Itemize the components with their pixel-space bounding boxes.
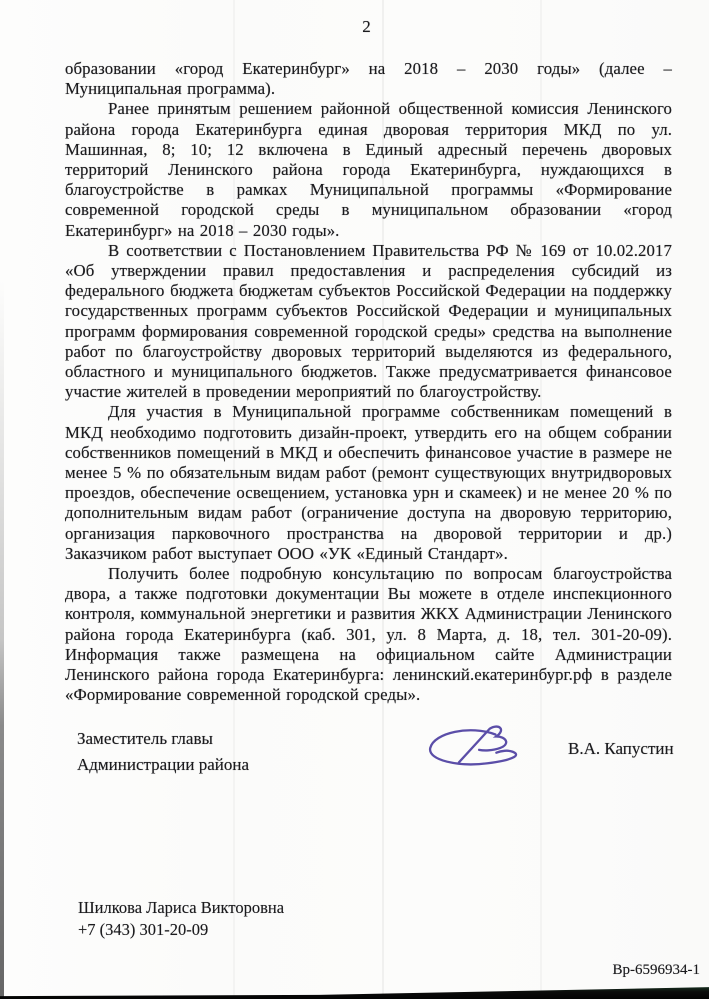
paragraph: Получить более подробную консультацию по вопросам благоустройства двора, а также подготовки документации Вы можете в отделе инспекционного контроля, коммунальной энергетики и развития ЖКХ Администрации Ленинского района города Екатеринбурга (каб. 301, ул. 8 Марта, д. 18, тел. 301-20-09). Информация также размещена на официальном сайте Администрации Ленинского района города Екатеринбурга: ленинский.екатеринбург.рф в разделе «Формирование современной городской среды». (65, 564, 672, 705)
contact-phone: +7 (343) 301-20-09 (78, 920, 209, 939)
signer-name: В.А. Капустин (568, 739, 674, 758)
registration-number: Вр-6596934-1 (612, 962, 700, 978)
contact-name: Шилкова Лариса Викторовна (78, 898, 285, 917)
letter-body (65, 59, 672, 706)
contact-block (78, 897, 284, 941)
scan-edge-bottom (0, 983, 709, 999)
paragraph: Для участия в Муниципальной программе собственникам помещений в МКД необходимо подготовить дизайн-проект, утвердить его на общем собрании собственников помещений в МКД и обеспечить финансовое участие в размере не менее 5 % по обязательным видам работ (ремонт существующих внутридворовых проездов, обеспечение освещением, установка урн и скамеек) и не менее 20 % по дополнительным видам работ (ограничение доступа на дворовую территорию, организация парковочного пространства на дворовой территории и др.) Заказчиком работ выступает ООО «УК «Единый Стандарт». (65, 402, 672, 563)
signer-position-line2: Администрации района (77, 754, 250, 774)
signer-position-line1: Заместитель главы (77, 729, 213, 748)
signature-row (0, 724, 709, 794)
paragraph: Ранее принятым решением районной общественной комиссия Ленинского района города Екатеринбурга единая дворовая территория МКД по ул. Машинная, 8; 10; 12 включена в Единый адресный перечень дворовых территорий Ленинского района города Екатеринбурга, нуждающихся в благоустройстве в рамках Муниципальной программы «Формирование современной городской среды в муниципальном образовании «город Екатеринбург» на 2018 – 2030 годы». (65, 99, 672, 240)
page-number: 2 (362, 17, 371, 36)
signer-position (77, 726, 249, 777)
paragraph: В соответствии с Постановлением Правительства РФ № 169 от 10.02.2017 «Об утверждении правил предоставления и распределения субсидий из федерального бюджета бюджетам субъектов Российской Федерации на поддержку государственных программ субъектов Российской Федерации и муниципальных программ формирования современной городской среды» средства на выполнение работ по благоустройству дворовых территорий выделяются из федерального, областного и муниципального бюджетов. Также предусматривается финансовое участие жителей в проведении мероприятий по благоустройству. (65, 240, 672, 402)
handwritten-signature-icon (413, 716, 528, 776)
paragraph: образовании «город Екатеринбург» на 2018 – 2030 годы» (далее – Муниципальная программа). (65, 59, 672, 99)
scan-edge-left (0, 280, 4, 999)
